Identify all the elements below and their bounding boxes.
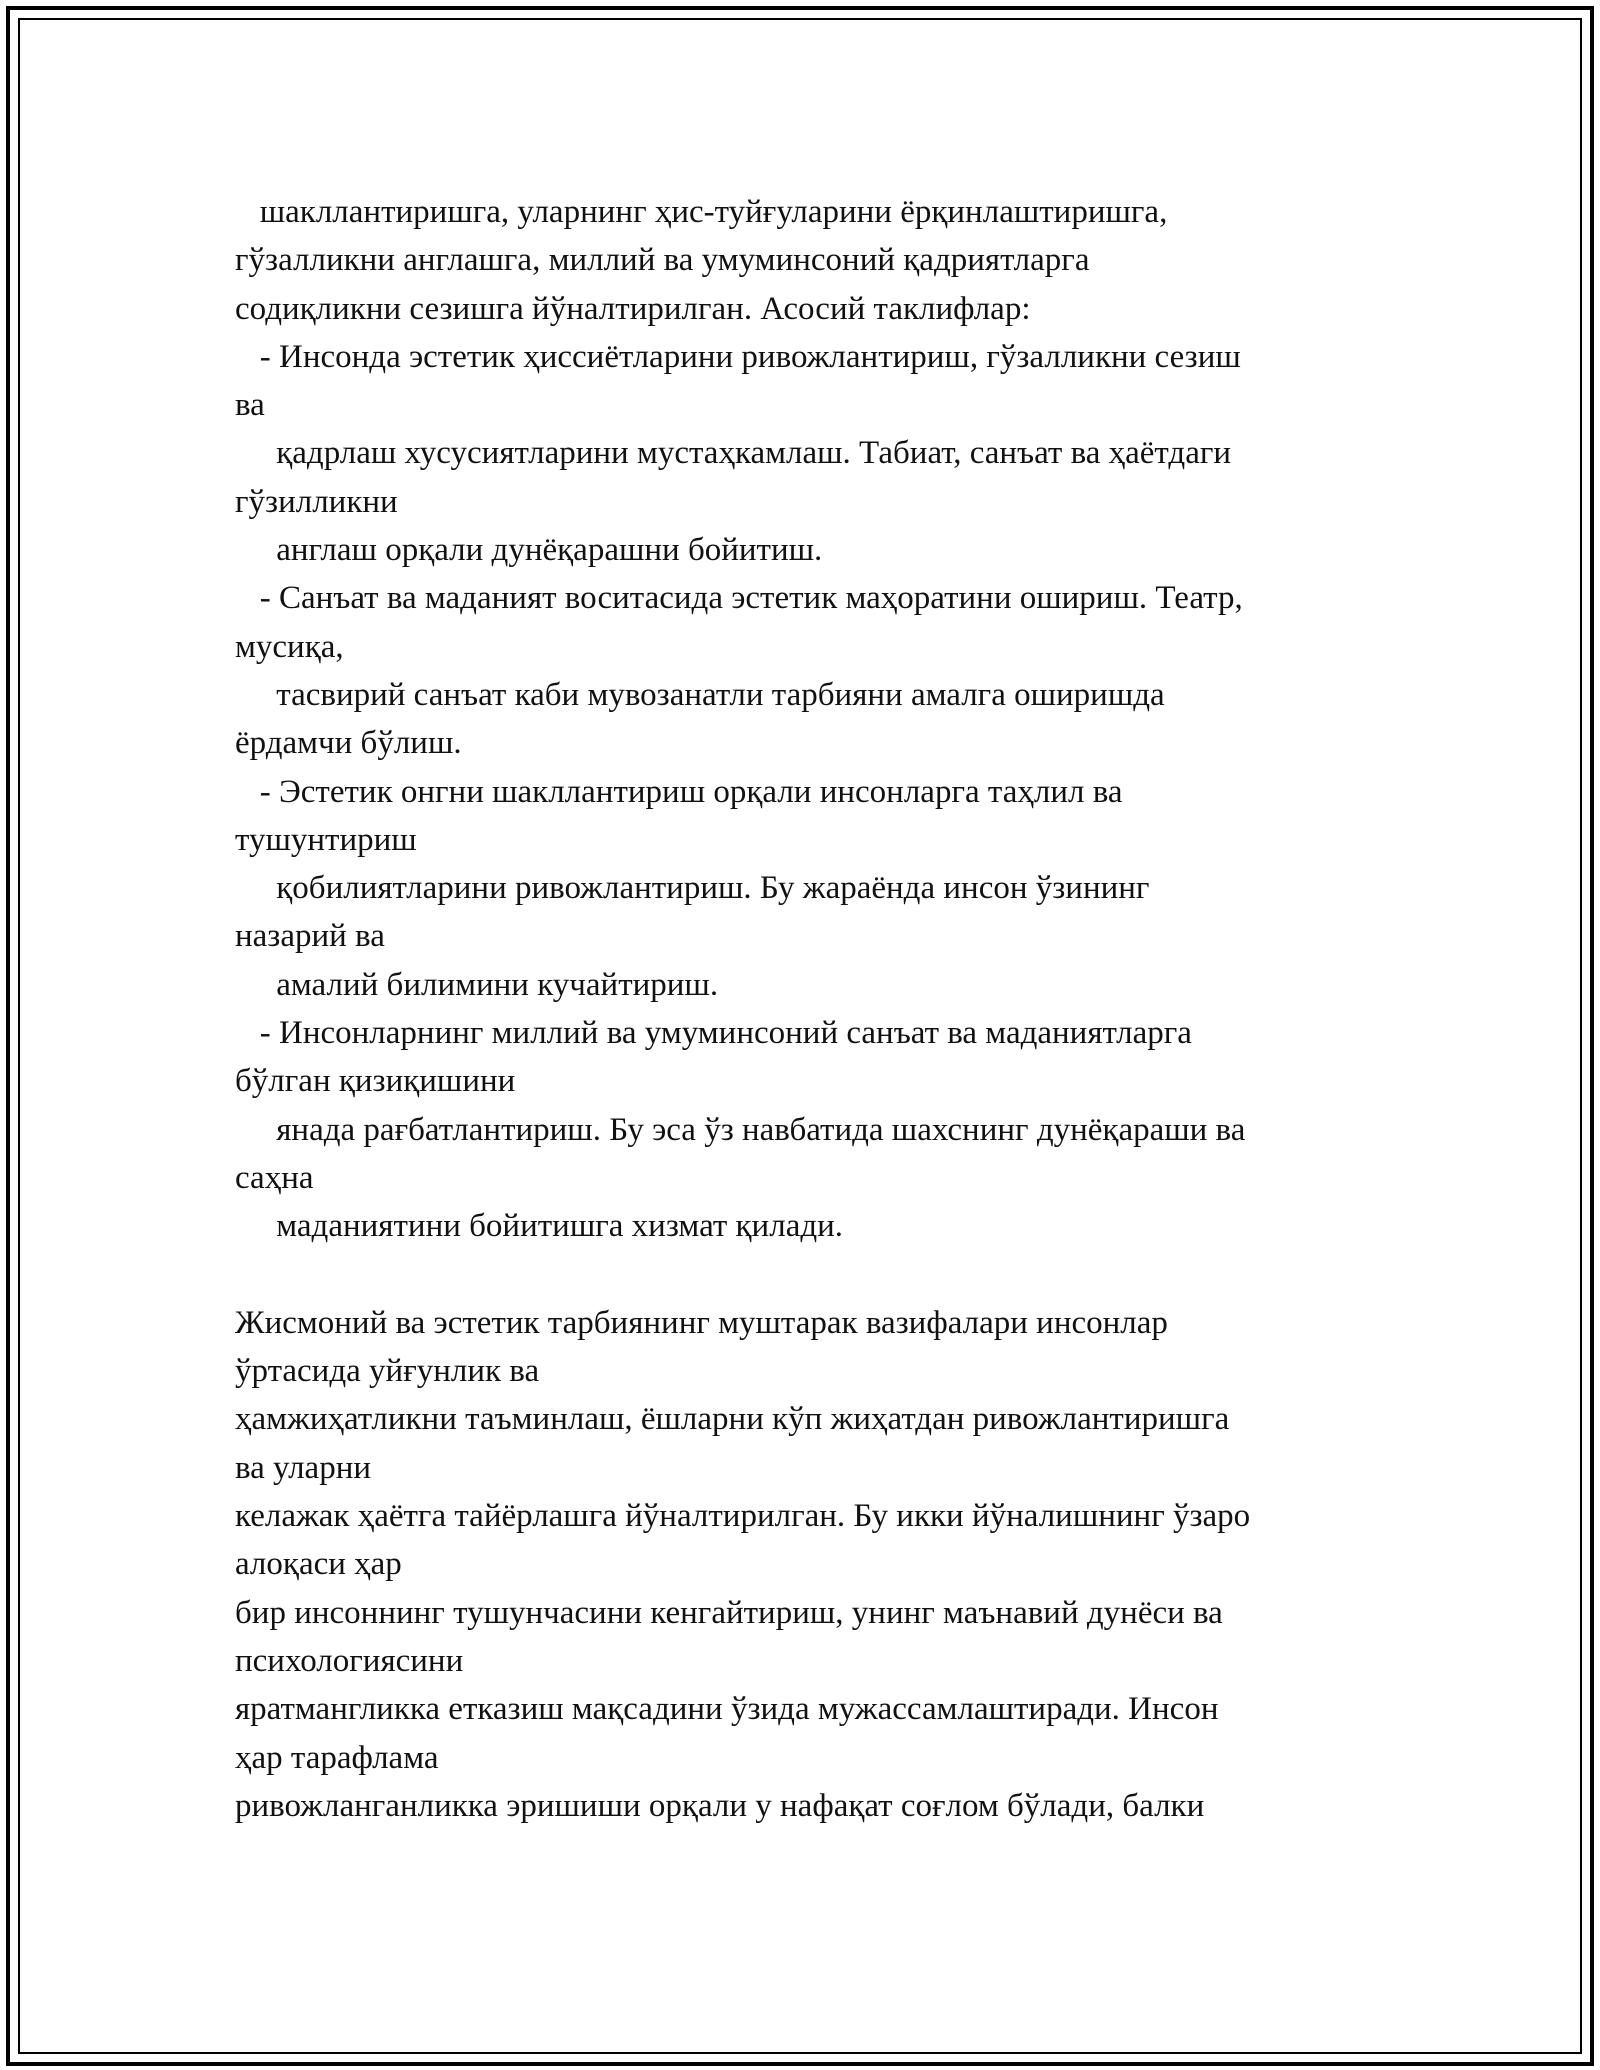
text-line: ва уларни <box>235 1449 372 1486</box>
text-line: қобилиятларини ривожлантириш. Бу жараёнда инсон ўзининг <box>235 870 1150 907</box>
text-line: мусиқа, <box>235 628 344 665</box>
text-line: тушунтириш <box>235 821 417 858</box>
text-line: қадрлаш хусусиятларини мустаҳкамлаш. Табиат, санъат ва ҳаётдаги <box>235 435 1232 472</box>
text-line: психологиясини <box>235 1642 464 1679</box>
text-line: ривожланганликка эришиши орқали у нафақат соғлом бўлади, балки <box>235 1787 1205 1824</box>
text-line: содиқликни сезишга йўналтирилган. Асосий таклифлар: <box>235 290 1031 327</box>
text-line: бир инсоннинг тушунчасини кенгайтириш, унинг маънавий дунёси ва <box>235 1594 1223 1631</box>
text-line: ва <box>235 387 265 424</box>
text-line: ёрдамчи бўлиш. <box>235 725 462 762</box>
text-line: англаш орқали дунёқарашни бойитиш. <box>235 532 823 569</box>
document-body <box>235 188 1375 1830</box>
list-item-line: - Инсонларнинг миллий ва умуминсоний санъат ва маданиятларга <box>235 1015 1192 1052</box>
text-line: ўртасида уйғунлик ва <box>235 1353 540 1390</box>
paragraph-gap <box>235 1251 1375 1299</box>
text-line: янада рағбатлантириш. Бу эса ўз навбатида шахснинг дунёқараши ва <box>235 1111 1246 1148</box>
paragraph-line: Жисмоний ва эстетик тарбиянинг муштарак вазифалари инсонлар <box>235 1304 1168 1341</box>
text-line: тасвирий санъат каби мувозанатли тарбияни амалга оширишда <box>235 676 1165 713</box>
text-line: гўзалликни англашга, миллий ва умуминсоний қадриятларга <box>235 242 1090 279</box>
text-line: гўзилликни <box>235 483 398 520</box>
text-line: яратмангликка етказиш мақсадини ўзида мужассамлаштиради. Инсон <box>235 1691 1219 1728</box>
text-line: шакллантиришга, уларнинг ҳис-туйғуларини ёрқинлаштиришга, <box>235 194 1168 230</box>
text-line: амалий билимини кучайтириш. <box>235 966 719 1003</box>
text-line: назарий ва <box>235 918 385 955</box>
list-item-line: - Эстетик онгни шакллантириш орқали инсонларга таҳлил ва <box>235 773 1123 810</box>
list-item-line: - Санъат ва маданият воситасида эстетик маҳоратини ошириш. Театр, <box>235 580 1243 617</box>
list-item-line: - Инсонда эстетик ҳиссиётларини ривожлантириш, гўзалликни сезиш <box>235 338 1241 375</box>
text-line: ҳамжиҳатликни таъминлаш, ёшларни кўп жиҳатдан ривожлантиришга <box>235 1401 1230 1438</box>
text-line: келажак ҳаётга тайёрлашга йўналтирилган. Бу икки йўналишнинг ўзаро <box>235 1498 1251 1535</box>
text-line: маданиятини бойитишга хизмат қилади. <box>235 1208 844 1245</box>
text-line: алоқаси ҳар <box>235 1546 402 1583</box>
text-line: бўлган қизиқишини <box>235 1063 516 1100</box>
text-line: ҳар тарафлама <box>235 1739 439 1776</box>
text-line: саҳна <box>235 1159 314 1196</box>
